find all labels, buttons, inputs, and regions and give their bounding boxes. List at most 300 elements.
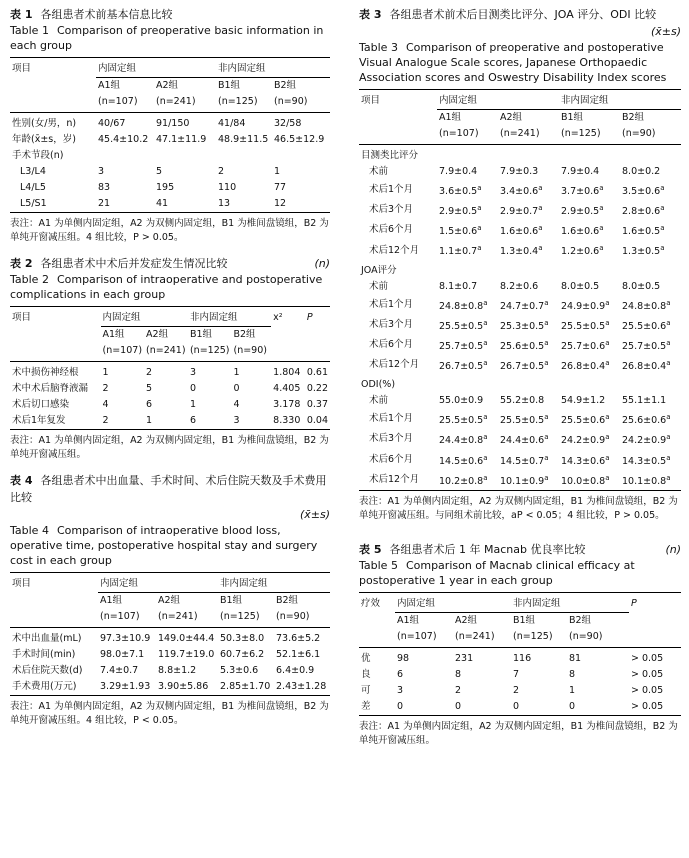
header-group: A1组 bbox=[100, 595, 123, 606]
header-n: (n=125) bbox=[216, 94, 272, 113]
cell-p: > 0.05 bbox=[631, 684, 664, 696]
table-header-row bbox=[359, 629, 681, 648]
cell-value: 1.2±0.6 bbox=[561, 246, 600, 258]
table-5 bbox=[359, 541, 681, 748]
table-header-row bbox=[10, 307, 330, 327]
header-group: A2组 bbox=[158, 595, 181, 606]
table-row bbox=[359, 409, 681, 429]
row-label: 术后3个月 bbox=[369, 433, 414, 445]
cell bbox=[620, 315, 681, 335]
table-row bbox=[10, 628, 330, 648]
table-5-caption-en: Comparison of Macnab clinical efficacy at postoperative 1 year in each group bbox=[359, 558, 635, 587]
row-label: 手术节段(n) bbox=[12, 150, 64, 161]
table-4-number-cn: 表 4 bbox=[10, 474, 33, 487]
cell: 83 bbox=[98, 182, 111, 193]
cell bbox=[559, 470, 620, 491]
cell-value: 1.1±0.7 bbox=[439, 246, 478, 258]
table-4-unit-line bbox=[10, 506, 330, 523]
table-3-caption-cn: 各组患者术前术后目测类比评分、JOA 评分、ODI 比较 bbox=[389, 8, 657, 21]
cell bbox=[620, 295, 681, 315]
header-group: A1组 bbox=[98, 80, 121, 91]
cell: 110 bbox=[218, 182, 237, 193]
header-group: B1组 bbox=[561, 112, 584, 123]
table-1-note: 表注：A1 为单侧内固定组，A2 为双侧内固定组，B1 为椎间盘镜组，B2 为单纯开窗减压组。4 组比较，P > 0.05。 bbox=[10, 218, 329, 243]
table-1 bbox=[10, 6, 330, 245]
header-chi-square: x² bbox=[273, 312, 283, 324]
table-row bbox=[359, 683, 681, 699]
cell bbox=[559, 180, 620, 200]
cell-value: 25.5±0.5 bbox=[500, 415, 545, 427]
table-row bbox=[359, 240, 681, 260]
table-3-unit-line bbox=[359, 23, 681, 40]
row-label: 术后12个月 bbox=[369, 359, 420, 371]
cell: 5.3±0.6 bbox=[220, 665, 259, 676]
cell-chi: 1.804 bbox=[273, 367, 301, 378]
cell-value: 10.0±0.8 bbox=[561, 475, 606, 487]
header-n: (n=125) bbox=[559, 126, 620, 145]
cell: 2 bbox=[146, 367, 153, 378]
table-5-number-en: Table 5 bbox=[359, 558, 398, 572]
cell-value: 1.3±0.5 bbox=[622, 246, 661, 258]
significance-mark: a bbox=[477, 244, 482, 253]
header-internal-group: 内固定组 bbox=[96, 58, 216, 78]
cell-value: 1.3±0.4 bbox=[500, 246, 539, 258]
cell: 21 bbox=[98, 198, 111, 209]
cell: 73.6±5.2 bbox=[276, 633, 321, 644]
cell: 98.0±7.1 bbox=[100, 649, 145, 660]
table-5-unit: (n) bbox=[665, 542, 681, 556]
header-internal-group: 内固定组 bbox=[101, 307, 188, 327]
table-row bbox=[10, 362, 330, 382]
cell-value: 14.3±0.5 bbox=[622, 455, 667, 467]
cell-value: 25.6±0.6 bbox=[622, 415, 667, 427]
row-label: 术前 bbox=[369, 395, 389, 407]
table-4-caption-en: Comparison of intraoperative blood loss, operative time, postoperative hospital stay and surgery cost in each group bbox=[10, 524, 318, 567]
cell: 46.5±12.9 bbox=[274, 134, 325, 145]
cell bbox=[498, 429, 559, 449]
cell: 8 bbox=[455, 668, 462, 680]
table-section-row bbox=[359, 261, 681, 279]
table-row bbox=[10, 164, 330, 180]
table-row bbox=[10, 647, 330, 663]
significance-mark: a bbox=[544, 453, 549, 462]
significance-mark: a bbox=[605, 359, 610, 368]
header-group: B2组 bbox=[276, 595, 299, 606]
row-label: 术后1个月 bbox=[369, 298, 414, 310]
significance-mark: a bbox=[538, 244, 543, 253]
table-row bbox=[10, 113, 330, 133]
cell: 0 bbox=[397, 700, 404, 712]
cell-value: 1.6±0.6 bbox=[500, 226, 539, 238]
header-n: (n=125) bbox=[188, 343, 232, 362]
table-header-row bbox=[10, 573, 330, 593]
table-1-title-cn bbox=[10, 6, 330, 23]
significance-mark: a bbox=[483, 298, 488, 307]
header-group: B2组 bbox=[569, 614, 592, 626]
cell: 6 bbox=[146, 399, 153, 410]
table-2-number-cn: 表 2 bbox=[10, 257, 33, 270]
row-label: 手术时间(min) bbox=[12, 649, 76, 660]
header-n: (n=90) bbox=[272, 94, 330, 113]
cell-value: 2.9±0.7 bbox=[500, 206, 539, 218]
header-item: 项目 bbox=[361, 95, 381, 107]
cell-value: 25.7±0.6 bbox=[561, 341, 606, 353]
cell-value: 24.2±0.9 bbox=[622, 435, 667, 447]
row-label: 术后12个月 bbox=[369, 473, 420, 485]
row-label: 手术费用(万元) bbox=[12, 681, 77, 692]
table-row bbox=[10, 679, 330, 696]
header-item: 项目 bbox=[12, 63, 32, 75]
cell-value: 3.4±0.6 bbox=[500, 186, 539, 198]
table-1-caption-en: Comparison of preoperative basic information in each group bbox=[10, 24, 324, 52]
header-n: (n=107) bbox=[395, 629, 453, 648]
significance-mark: a bbox=[599, 244, 604, 253]
row-label: 年龄(x̄±s，岁) bbox=[12, 134, 76, 145]
cell: 5 bbox=[146, 383, 153, 394]
cell-value: 24.2±0.9 bbox=[561, 435, 606, 447]
significance-mark: a bbox=[660, 224, 665, 233]
cell: 3 bbox=[233, 415, 240, 426]
cell bbox=[559, 164, 620, 180]
header-n: (n=241) bbox=[453, 629, 511, 648]
cell: 7 bbox=[513, 668, 520, 680]
cell-value: 25.5±0.5 bbox=[561, 320, 606, 332]
cell bbox=[559, 279, 620, 295]
table-1-grid bbox=[10, 57, 330, 213]
cell bbox=[437, 200, 498, 220]
table-3-title-en bbox=[359, 40, 681, 85]
table-2-grid bbox=[10, 306, 330, 430]
cell bbox=[620, 240, 681, 260]
header-n: (n=90) bbox=[620, 126, 681, 145]
cell: 41 bbox=[156, 198, 169, 209]
table-row bbox=[359, 450, 681, 470]
table-row bbox=[10, 132, 330, 148]
significance-mark: a bbox=[544, 473, 549, 482]
cell: 116 bbox=[513, 652, 532, 664]
header-item: 项目 bbox=[12, 312, 32, 324]
cell-chi: 4.405 bbox=[273, 383, 301, 394]
cell-value: 25.6±0.5 bbox=[500, 341, 545, 353]
header-group: B1组 bbox=[220, 595, 243, 606]
cell-p: 0.37 bbox=[306, 399, 328, 410]
header-n: (n=125) bbox=[218, 609, 274, 628]
table-3 bbox=[359, 6, 681, 523]
cell: 50.3±8.0 bbox=[220, 633, 265, 644]
table-header-row bbox=[10, 58, 330, 78]
header-item: 项目 bbox=[12, 578, 32, 590]
header-n: (n=241) bbox=[498, 126, 559, 145]
significance-mark: a bbox=[483, 318, 488, 327]
table-5-note: 表注：A1 为单侧内固定组，A2 为双侧内固定组，B1 为椎间盘镜组，B2 为单纯开窗减压组。 bbox=[359, 720, 678, 746]
cell: 6.4±0.9 bbox=[276, 665, 315, 676]
header-n: (n=125) bbox=[511, 629, 567, 648]
header-noninternal-group: 非内固定组 bbox=[511, 592, 629, 612]
cell-value: 10.1±0.8 bbox=[622, 475, 667, 487]
table-row bbox=[359, 220, 681, 240]
header-n: (n=90) bbox=[232, 343, 272, 362]
row-label: 良 bbox=[361, 668, 371, 680]
cell-value: 54.9±1.2 bbox=[561, 395, 606, 407]
table-1-number-en: Table 1 bbox=[10, 24, 49, 37]
row-label: 术后6个月 bbox=[369, 339, 414, 351]
header-group: A1组 bbox=[439, 112, 462, 123]
cell bbox=[437, 355, 498, 375]
row-label: 差 bbox=[361, 700, 371, 712]
cell-value: 2.9±0.5 bbox=[561, 206, 600, 218]
cell-value: 1.6±0.5 bbox=[622, 226, 661, 238]
cell: 52.1±6.1 bbox=[276, 649, 321, 660]
header-group: B2组 bbox=[233, 329, 256, 340]
table-row bbox=[10, 663, 330, 679]
cell bbox=[498, 180, 559, 200]
section-title: 目测类比评分 bbox=[361, 150, 419, 161]
table-3-caption-en: Comparison of preoperative and postoperative Visual Analogue Scale scores, Japanese Orthopaedic Association scores and Oswestry Disability Index scores bbox=[359, 41, 667, 84]
table-5-title-en bbox=[359, 558, 681, 588]
cell-value: 8.0±0.5 bbox=[561, 280, 600, 292]
cell-value: 24.7±0.7 bbox=[500, 300, 545, 312]
cell bbox=[498, 295, 559, 315]
cell bbox=[437, 409, 498, 429]
row-label: 术后1个月 bbox=[369, 413, 414, 425]
header-item: 疗效 bbox=[361, 598, 381, 610]
cell bbox=[498, 279, 559, 295]
cell: 40/67 bbox=[98, 118, 126, 129]
header-n: (n=107) bbox=[98, 609, 156, 628]
table-row bbox=[359, 335, 681, 355]
significance-mark: a bbox=[660, 204, 665, 213]
cell bbox=[498, 409, 559, 429]
table-header-row bbox=[10, 343, 330, 362]
cell bbox=[437, 220, 498, 240]
cell: 98 bbox=[397, 652, 410, 664]
cell bbox=[620, 450, 681, 470]
cell: 8.8±1.2 bbox=[158, 665, 197, 676]
header-n: (n=90) bbox=[567, 629, 629, 648]
cell: 1 bbox=[146, 415, 153, 426]
table-section-row bbox=[359, 145, 681, 165]
cell bbox=[620, 409, 681, 429]
row-label: 术中出血量(mL) bbox=[12, 633, 82, 644]
table-row bbox=[10, 196, 330, 213]
cell-p: > 0.05 bbox=[631, 652, 664, 664]
significance-mark: a bbox=[599, 224, 604, 233]
cell: 231 bbox=[455, 652, 474, 664]
row-label: 术后6个月 bbox=[369, 453, 414, 465]
table-header-row bbox=[359, 110, 681, 127]
significance-mark: a bbox=[477, 204, 482, 213]
cell: 41/84 bbox=[218, 118, 246, 129]
table-row bbox=[359, 355, 681, 375]
cell: 77 bbox=[274, 182, 287, 193]
cell: 0 bbox=[455, 700, 462, 712]
table-row bbox=[10, 397, 330, 413]
cell-value: 26.7±0.5 bbox=[439, 361, 484, 373]
cell: 1 bbox=[189, 399, 197, 410]
significance-mark: a bbox=[599, 204, 604, 213]
header-n: (n=241) bbox=[144, 343, 188, 362]
table-5-grid bbox=[359, 592, 681, 716]
cell: 149.0±44.4 bbox=[158, 633, 215, 644]
table-row bbox=[10, 180, 330, 196]
table-2-note: 表注：A1 为单侧内固定组，A2 为双侧内固定组，B1 为椎间盘镜组，B2 为单纯开窗减压组。 bbox=[10, 435, 329, 460]
header-group: B2组 bbox=[622, 112, 645, 123]
significance-mark: a bbox=[483, 338, 488, 347]
table-3-number-en: Table 3 bbox=[359, 41, 398, 54]
cell-p: 0.04 bbox=[306, 415, 328, 426]
cell bbox=[437, 429, 498, 449]
cell bbox=[620, 200, 681, 220]
table-2-caption-cn: 各组患者术中术后并发症发生情况比较 bbox=[40, 257, 228, 270]
cell-value: 55.0±0.9 bbox=[439, 395, 484, 407]
header-p: P bbox=[306, 312, 313, 324]
table-3-grid bbox=[359, 89, 681, 491]
cell bbox=[437, 240, 498, 260]
significance-mark: a bbox=[605, 413, 610, 422]
table-header-row bbox=[10, 78, 330, 95]
cell bbox=[498, 393, 559, 409]
cell-value: 3.5±0.6 bbox=[622, 186, 661, 198]
cell-value: 25.5±0.6 bbox=[622, 320, 667, 332]
cell bbox=[437, 450, 498, 470]
significance-mark: a bbox=[666, 318, 671, 327]
cell: 6 bbox=[397, 668, 404, 680]
table-3-note: 表注：A1 为单侧内固定组，A2 为双侧内固定组，B1 为椎间盘镜组，B2 为单纯开窗减压组。与同组术前比较，aP < 0.05；4 组比较，P > 0.05。 bbox=[359, 495, 678, 521]
cell-value: 26.8±0.4 bbox=[622, 361, 667, 373]
header-n: (n=241) bbox=[154, 94, 216, 113]
significance-mark: a bbox=[605, 433, 610, 442]
header-n: (n=107) bbox=[96, 94, 154, 113]
table-1-title-en bbox=[10, 23, 330, 53]
row-label: L5/S1 bbox=[20, 198, 47, 209]
table-row bbox=[359, 429, 681, 449]
cell-value: 24.8±0.8 bbox=[622, 300, 667, 312]
header-noninternal-group: 非内固定组 bbox=[559, 90, 681, 110]
cell bbox=[559, 315, 620, 335]
cell bbox=[620, 393, 681, 409]
cell bbox=[437, 470, 498, 491]
header-p: P bbox=[631, 598, 637, 610]
section-title: JOA评分 bbox=[361, 264, 397, 276]
cell-value: 2.9±0.5 bbox=[439, 206, 478, 218]
header-group: B2组 bbox=[274, 80, 297, 91]
cell bbox=[437, 335, 498, 355]
table-3-unit: (x̄±s) bbox=[650, 25, 681, 38]
left-column bbox=[10, 0, 330, 738]
header-group: B1组 bbox=[513, 614, 536, 626]
row-label: 术中损伤神经根 bbox=[12, 367, 79, 378]
cell-value: 2.8±0.6 bbox=[622, 206, 661, 218]
cell: 195 bbox=[156, 182, 175, 193]
cell bbox=[498, 335, 559, 355]
cell-p: 0.22 bbox=[306, 383, 328, 394]
right-column bbox=[359, 0, 681, 758]
cell: 2 bbox=[102, 415, 109, 426]
cell: 13 bbox=[218, 198, 231, 209]
cell bbox=[437, 279, 498, 295]
cell bbox=[498, 220, 559, 240]
significance-mark: a bbox=[544, 338, 549, 347]
cell: 2 bbox=[218, 166, 225, 177]
significance-mark: a bbox=[483, 413, 488, 422]
table-2-unit: (n) bbox=[314, 257, 330, 270]
cell bbox=[437, 295, 498, 315]
table-5-number-cn: 表 5 bbox=[359, 542, 382, 556]
header-group: A2组 bbox=[455, 614, 478, 626]
significance-mark: a bbox=[666, 298, 671, 307]
cell bbox=[498, 240, 559, 260]
header-n: (n=107) bbox=[437, 126, 498, 145]
table-row bbox=[359, 647, 681, 667]
cell-value: 1.5±0.6 bbox=[439, 226, 478, 238]
header-n: (n=90) bbox=[274, 609, 330, 628]
cell: 7.4±0.7 bbox=[100, 665, 139, 676]
cell-value: 55.1±1.1 bbox=[622, 395, 667, 407]
cell-value: 24.4±0.8 bbox=[439, 435, 484, 447]
table-2-title-en bbox=[10, 272, 330, 302]
header-internal-group: 内固定组 bbox=[437, 90, 559, 110]
row-label: 术前 bbox=[369, 280, 389, 292]
table-header-row bbox=[10, 609, 330, 628]
significance-mark: a bbox=[477, 224, 482, 233]
cell bbox=[559, 335, 620, 355]
cell: 47.1±11.9 bbox=[156, 134, 207, 145]
cell bbox=[559, 393, 620, 409]
cell-value: 1.6±0.6 bbox=[561, 226, 600, 238]
cell bbox=[498, 470, 559, 491]
table-4-note: 表注：A1 为单侧内固定组，A2 为双侧内固定组，B1 为椎间盘镜组，B2 为单纯开窗减压组。4 组比较，P < 0.05。 bbox=[10, 701, 329, 726]
cell-value: 24.4±0.6 bbox=[500, 435, 545, 447]
cell-p: > 0.05 bbox=[631, 668, 664, 680]
cell bbox=[498, 450, 559, 470]
row-label: 术后1年复发 bbox=[12, 415, 66, 426]
significance-mark: a bbox=[605, 338, 610, 347]
table-4-number-en: Table 4 bbox=[10, 524, 49, 537]
header-n: (n=241) bbox=[156, 609, 218, 628]
cell-value: 26.7±0.5 bbox=[500, 361, 545, 373]
cell: 5 bbox=[156, 166, 163, 177]
table-2 bbox=[10, 255, 330, 462]
cell: 81 bbox=[569, 652, 582, 664]
table-section-row bbox=[359, 375, 681, 393]
table-4-title-en bbox=[10, 523, 330, 568]
table-5-title-cn bbox=[359, 541, 681, 558]
significance-mark: a bbox=[666, 433, 671, 442]
table-header-row bbox=[10, 593, 330, 610]
cell: 119.7±19.0 bbox=[158, 649, 215, 660]
table-row bbox=[359, 699, 681, 716]
table-2-caption-en: Comparison of intraoperative and postoperative complications in each group bbox=[10, 273, 323, 301]
significance-mark: a bbox=[660, 244, 665, 253]
cell: 2 bbox=[513, 684, 520, 696]
cell: 60.7±6.2 bbox=[220, 649, 265, 660]
table-row bbox=[359, 180, 681, 200]
significance-mark: a bbox=[538, 224, 543, 233]
row-label: L3/L4 bbox=[20, 166, 46, 177]
row-label: 术前 bbox=[369, 166, 389, 177]
table-4-title-cn bbox=[10, 472, 330, 506]
significance-mark: a bbox=[666, 413, 671, 422]
cell: 8 bbox=[569, 668, 576, 680]
cell-value: 25.5±0.5 bbox=[439, 320, 484, 332]
table-1-caption-cn: 各组患者术前基本信息比较 bbox=[40, 8, 173, 21]
cell-value: 25.7±0.5 bbox=[439, 341, 484, 353]
cell: 0 bbox=[233, 383, 240, 394]
table-header-row bbox=[359, 90, 681, 110]
table-3-number-cn: 表 3 bbox=[359, 8, 382, 21]
cell bbox=[437, 315, 498, 335]
cell bbox=[620, 180, 681, 200]
